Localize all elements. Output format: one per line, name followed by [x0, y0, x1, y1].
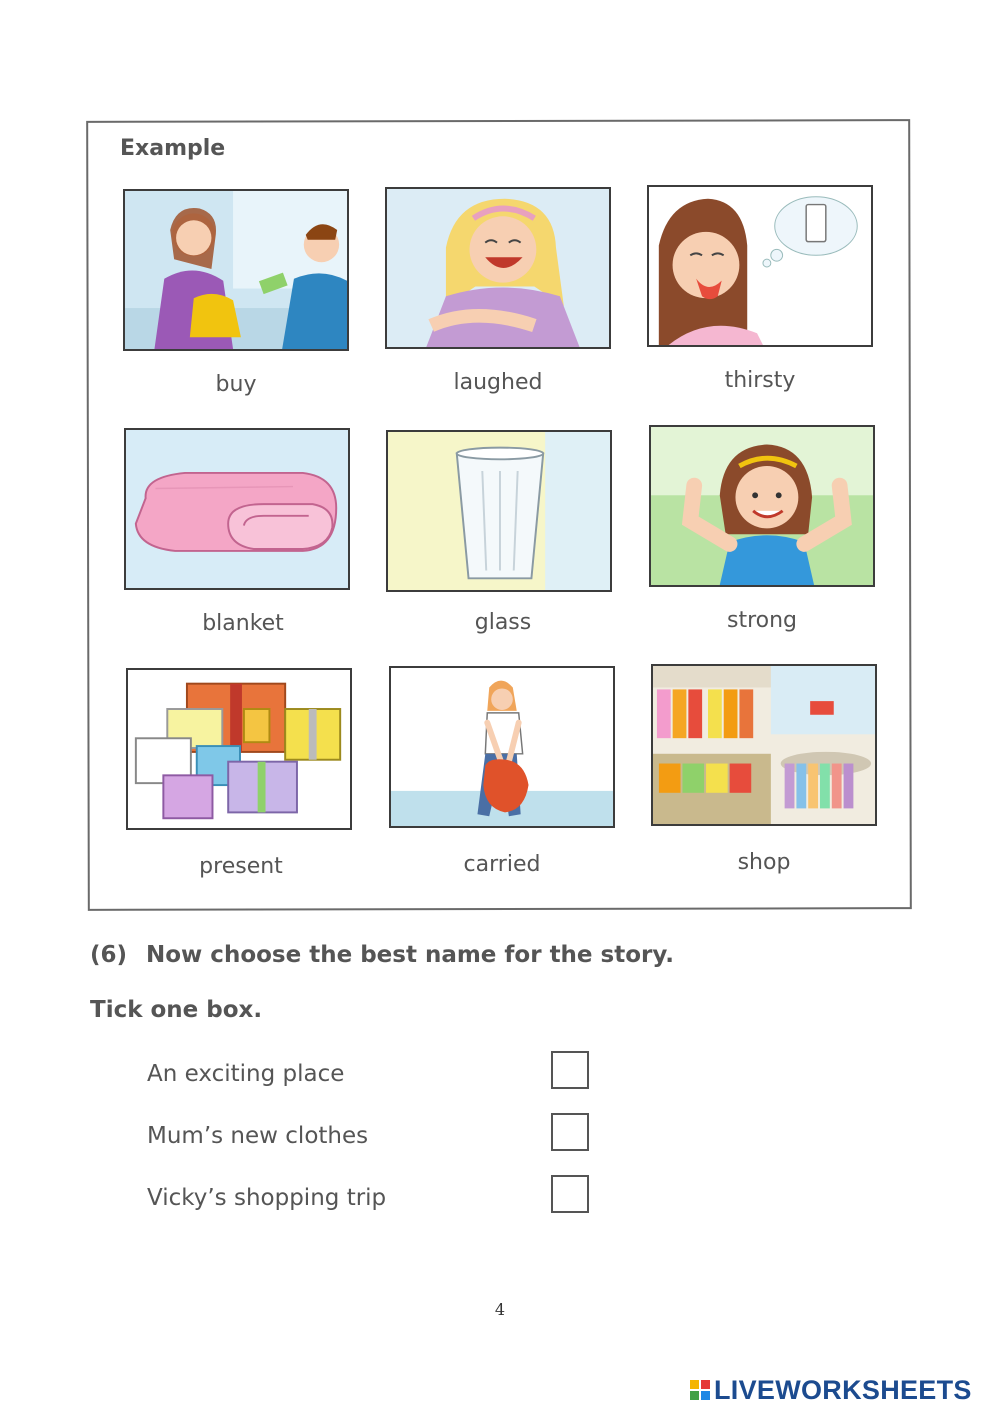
picture-buy	[123, 189, 349, 351]
example-label: Example	[120, 136, 226, 161]
word-shop: shop	[737, 850, 791, 875]
tick-box-2[interactable]	[551, 1113, 589, 1151]
tick-box-1[interactable]	[551, 1051, 589, 1089]
option-label-1: An exciting place	[147, 1061, 345, 1087]
word-carried: carried	[463, 852, 541, 877]
picture-glass	[386, 430, 612, 592]
logo-text: LIVEWORKSHEETS	[714, 1374, 972, 1405]
word-buy: buy	[215, 372, 257, 397]
option-label-3: Vicky’s shopping trip	[147, 1185, 387, 1211]
option-label-2: Mum’s new clothes	[147, 1123, 369, 1149]
word-laughed: laughed	[453, 370, 543, 395]
picture-blanket	[124, 428, 350, 590]
picture-strong	[649, 425, 875, 587]
word-glass: glass	[474, 610, 532, 635]
picture-present	[126, 668, 352, 830]
picture-laughed	[385, 187, 611, 349]
instruction: Tick one box.	[90, 997, 263, 1023]
word-present: present	[199, 854, 283, 879]
word-strong: strong	[726, 608, 798, 633]
word-thirsty: thirsty	[724, 368, 796, 393]
picture-shop	[651, 664, 877, 826]
tick-box-3[interactable]	[551, 1175, 589, 1213]
question-text: Now choose the best name for the story.	[146, 942, 674, 968]
liveworksheets-logo	[690, 1372, 972, 1408]
logo-mark-icon	[690, 1380, 710, 1400]
picture-carried	[389, 666, 615, 828]
page-number: 4	[494, 1300, 506, 1319]
question-number: (6)	[90, 942, 128, 968]
question	[90, 942, 674, 968]
word-blanket: blanket	[202, 611, 284, 636]
picture-thirsty	[647, 185, 873, 347]
